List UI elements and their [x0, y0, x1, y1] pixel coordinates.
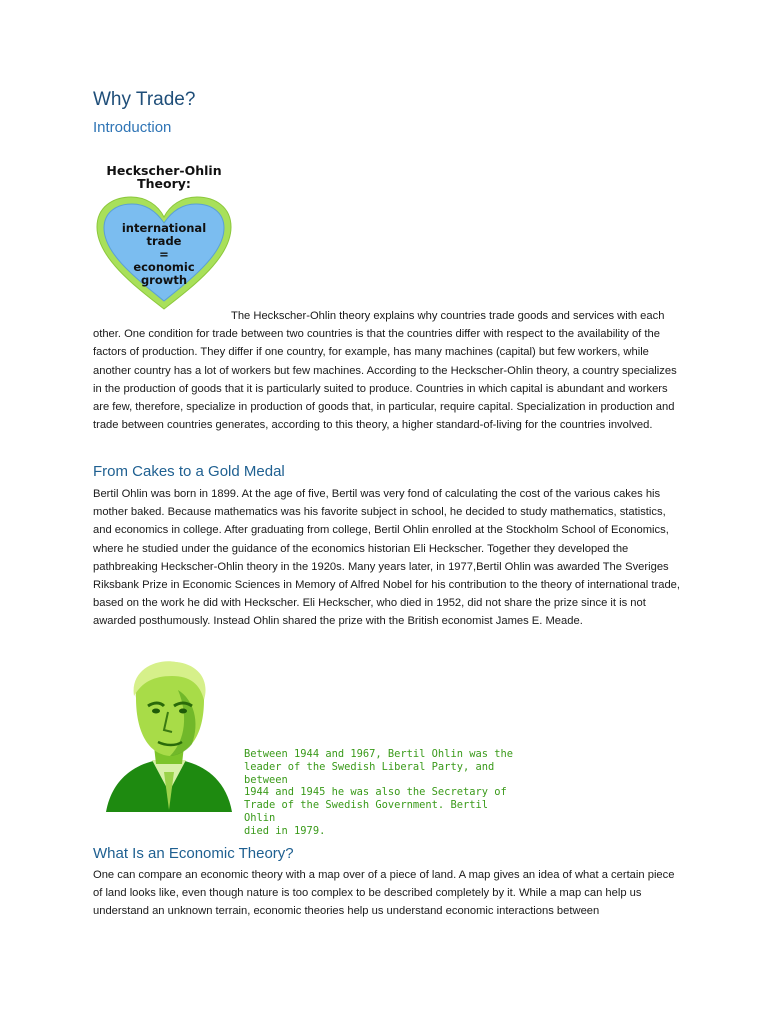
caption-line: died in 1979. — [244, 824, 326, 837]
caption-line: 1944 and 1945 he was also the Secretary of — [244, 786, 507, 799]
cakes-heading: From Cakes to a Gold Medal — [93, 463, 285, 480]
introduction-heading: Introduction — [93, 119, 172, 136]
heart-line: trade — [146, 234, 182, 248]
ohlin-portrait-icon — [106, 660, 232, 812]
heart-line: international — [121, 221, 207, 235]
caption-line: leader of the Swedish Liberal Party, and between — [244, 760, 495, 786]
intro-paragraph: The Heckscher-Ohlin theory explains why countries trade goods and services with each other. One condition for trade between two countries is that the countries differ with respect to the availability of the factors of production. They differ if one country, for example, has many machines (capital) but few workers, while another country has a lot of workers but few machines. According to the Heckscher-Ohlin theory, a country specializes in the production of goods that it is particularly suited to produce. Countries in which capital is abundant and workers are few, therefore, specialize in production of goods that, in particular, require capital. Specialization in production and trade between countries generates, according to this theory, a higher standard-of-living for the countries involved. — [93, 310, 677, 432]
heart-line: economic — [133, 260, 195, 274]
page-title: Why Trade? — [93, 89, 196, 110]
cakes-paragraph: Bertil Ohlin was born in 1899. At the age of five, Bertil was very fond of calculating the cost of the various cakes his mother baked. Because mathematics was his favorite subject in school, he decided to study mathematics, statistics, and economics in college. After graduating from college, Bertil Ohlin enrolled at the Stockholm School of Economics, where he studied under the guidance of the economics historian Eli Heckscher. Together they developed the pathbreaking Heckscher-Ohlin theory in the 1920s. Many years later, in 1977,Bertil Ohlin was awarded The Sveriges Riksbank Prize in Economic Sciences in Memory of Alfred Nobel for his contribution to the theory of international trade, based on the work he did with Heckscher. Eli Heckscher, who died in 1952, did not share the prize since it is not awarded posthumously. Instead Ohlin shared the prize with the British economist James E. Meade. — [93, 488, 681, 628]
heart-caption — [101, 222, 227, 287]
figure-title: Heckscher-Ohlin Theory: — [106, 163, 222, 191]
heart-line: growth — [140, 273, 188, 287]
heart-line: = — [159, 247, 169, 261]
heckscher-ohlin-heart-figure — [93, 162, 235, 312]
caption-line: Trade of the Swedish Government. Bertil Ohlin — [244, 799, 488, 824]
caption-line: Between 1944 and 1967, Bertil Ohlin was the — [244, 748, 513, 760]
economic-theory-paragraph: One can compare an economic theory with a map over of a piece of land. A map gives an idea of what a certain piece of land looks like, even though nature is too complex to be described completely by it. While a map can help us understand an unknown terrain, economic theories help us understand economic interactions between — [93, 869, 675, 918]
portrait-caption — [244, 748, 524, 838]
economic-theory-heading: What Is an Economic Theory? — [93, 845, 294, 862]
